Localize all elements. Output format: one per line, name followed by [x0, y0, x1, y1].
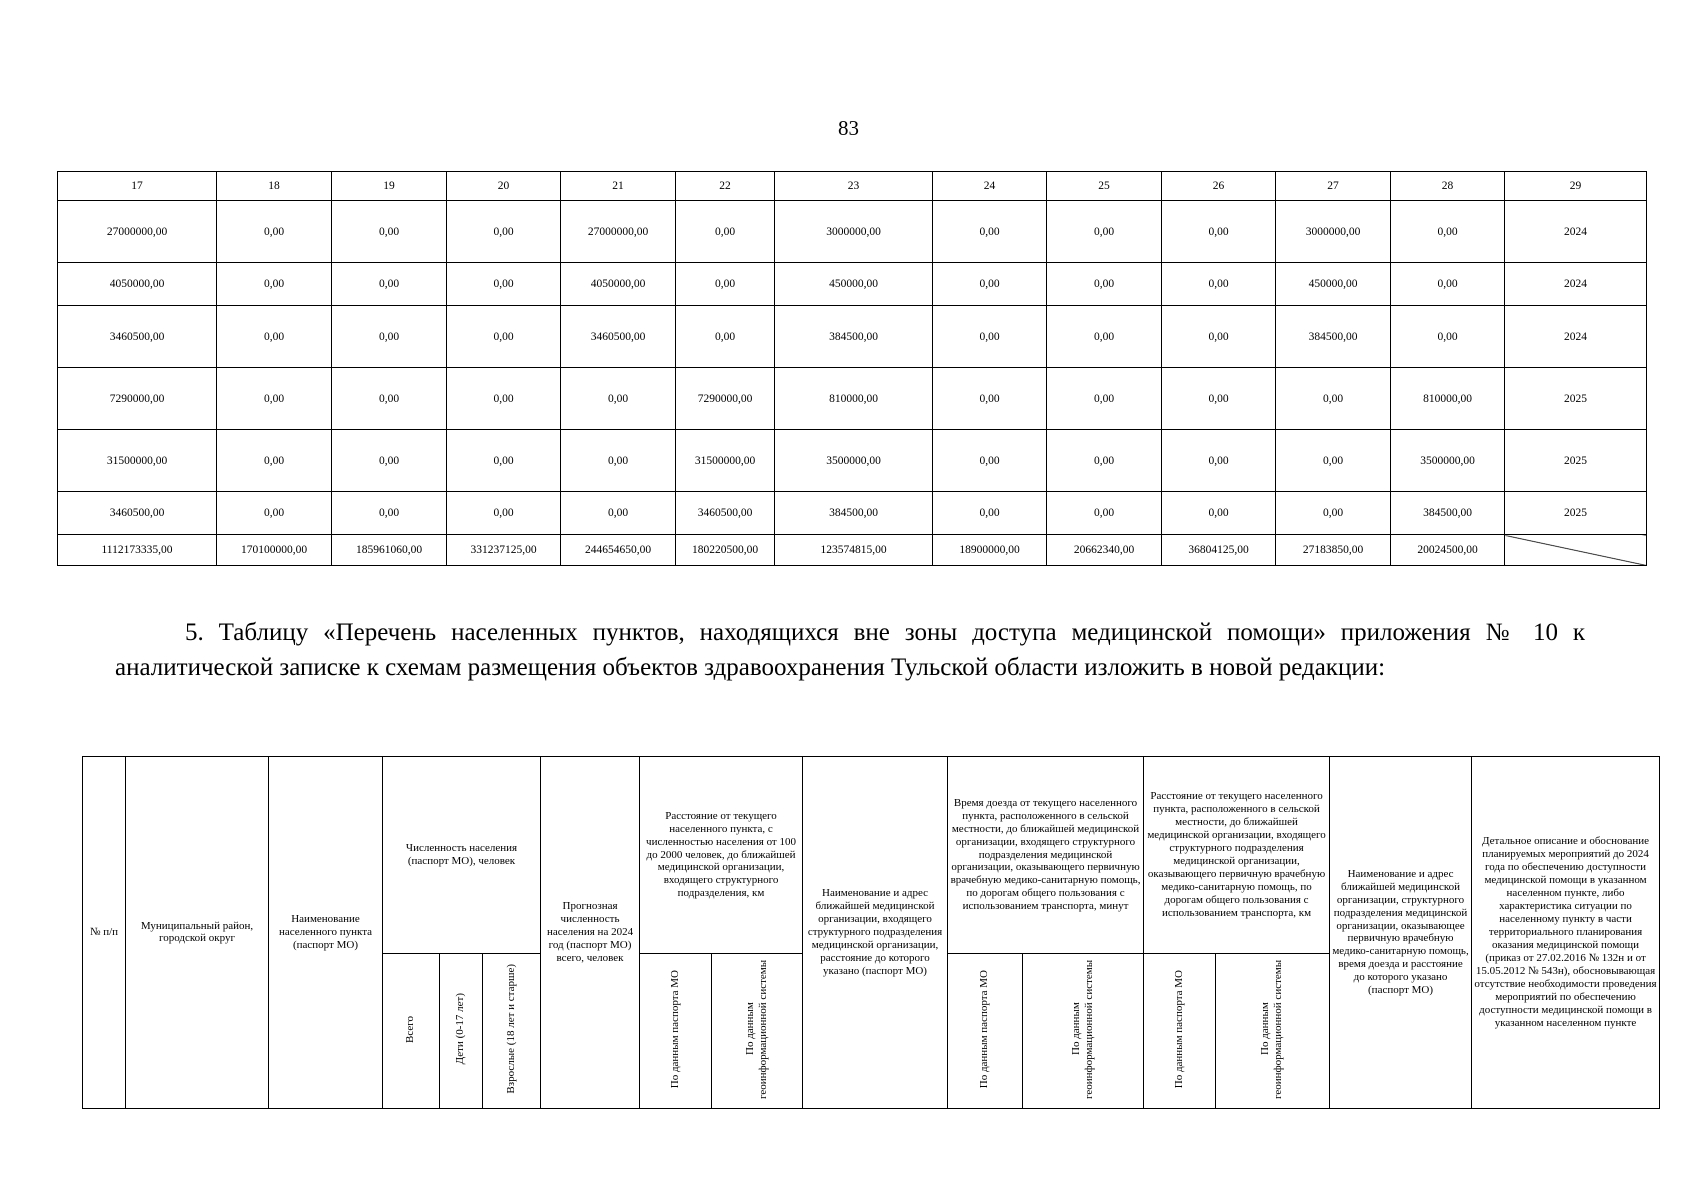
table-cell: 0,00 [1276, 368, 1391, 430]
table-cell: 3460500,00 [58, 306, 217, 368]
table-cell: 0,00 [217, 430, 332, 492]
header-number: № п/п [83, 757, 126, 1109]
table-cell: 0,00 [1162, 492, 1276, 535]
column-number: 18 [217, 172, 332, 201]
column-number: 21 [561, 172, 676, 201]
column-number: 25 [1047, 172, 1162, 201]
total-cell: 180220500,00 [676, 535, 775, 566]
total-row [58, 535, 1647, 566]
total-cell: 185961060,00 [332, 535, 447, 566]
table-cell: 0,00 [1276, 492, 1391, 535]
table-cell: 0,00 [933, 492, 1047, 535]
table-cell: 0,00 [217, 201, 332, 263]
table-cell: 384500,00 [1276, 306, 1391, 368]
header-settlement-name: Наименование населенного пункта (паспорт МО) [269, 757, 383, 1109]
total-cell: 170100000,00 [217, 535, 332, 566]
table-cell: 0,00 [933, 306, 1047, 368]
total-cell: 20662340,00 [1047, 535, 1162, 566]
header-rural-distance-by-passport: По данным паспорта МО [1144, 954, 1216, 1109]
column-number: 17 [58, 172, 217, 201]
column-number: 19 [332, 172, 447, 201]
table-cell: 3460500,00 [561, 306, 676, 368]
table-row [58, 201, 1647, 263]
empty-diagonal-cell [1505, 535, 1647, 566]
table-cell: 0,00 [1276, 430, 1391, 492]
total-cell: 18900000,00 [933, 535, 1047, 566]
header-population-adults: Взрослые (18 лет и старше) [483, 954, 541, 1109]
table-cell: 450000,00 [1276, 263, 1391, 306]
table-cell: 0,00 [1391, 263, 1505, 306]
header-nearest-organization: Наименование и адрес ближайшей медицинской организации, входящего структурного подразделения медицинской организации, расстояние до которого указано (паспорт МО) [803, 757, 948, 1109]
column-number: 27 [1276, 172, 1391, 201]
table-cell: 2025 [1505, 492, 1647, 535]
total-cell: 20024500,00 [1391, 535, 1505, 566]
table-cell: 0,00 [933, 201, 1047, 263]
table-cell: 0,00 [332, 368, 447, 430]
table-cell: 0,00 [1391, 201, 1505, 263]
header-time-by-geoinfo: По данным геоинформационной системы [1023, 954, 1144, 1109]
table-cell: 7290000,00 [58, 368, 217, 430]
table-row [58, 306, 1647, 368]
table-cell: 0,00 [447, 430, 561, 492]
table-cell: 3460500,00 [58, 492, 217, 535]
column-number: 26 [1162, 172, 1276, 201]
header-travel-time: Время доезда от текущего населенного пункта, расположенного в сельской местности, до ближайшей медицинской организации, входящего структурного подразделения медицинской организации, оказывающего первичную врачебную медико-санитарную помощь, по дорогам общего пользования с использованием транспорта, минут [948, 757, 1144, 954]
table-row [58, 263, 1647, 306]
table-cell: 0,00 [1162, 306, 1276, 368]
table-cell: 0,00 [447, 263, 561, 306]
header-nearest-primary-care: Наименование и адрес ближайшей медицинской организации, структурного подразделения медицинской организации, оказывающее первичную врачебную медико-санитарную помощь, время доезда и расстояние до которого указано (паспорт МО) [1330, 757, 1472, 1109]
header-time-by-passport: По данным паспорта МО [948, 954, 1023, 1109]
table-cell: 0,00 [676, 201, 775, 263]
table-cell: 0,00 [1162, 263, 1276, 306]
header-population: Численность населения (паспорт МО), человек [383, 757, 541, 954]
table-row [58, 368, 1647, 430]
total-cell: 244654650,00 [561, 535, 676, 566]
header-population-children: Дети (0-17 лет) [440, 954, 483, 1109]
header-distance-by-geoinfo: По данным геоинформационной системы [712, 954, 803, 1109]
table-cell: 0,00 [1047, 368, 1162, 430]
column-number: 22 [676, 172, 775, 201]
table-cell: 2024 [1505, 201, 1647, 263]
header-forecast-population: Прогнозная численность населения на 2024 год (паспорт МО) всего, человек [541, 757, 640, 1109]
table-cell: 0,00 [1047, 306, 1162, 368]
table-cell: 0,00 [676, 306, 775, 368]
total-cell: 1112173335,00 [58, 535, 217, 566]
table-cell: 384500,00 [775, 306, 933, 368]
financing-table [57, 171, 1647, 566]
table-cell: 7290000,00 [676, 368, 775, 430]
table-cell: 0,00 [332, 263, 447, 306]
table-cell: 0,00 [933, 263, 1047, 306]
table-cell: 0,00 [1047, 492, 1162, 535]
table-cell: 3500000,00 [775, 430, 933, 492]
total-cell: 36804125,00 [1162, 535, 1276, 566]
table-cell: 31500000,00 [58, 430, 217, 492]
header-measures-description: Детальное описание и обоснование планируемых мероприятий до 2024 года по обеспечению доступности медицинской помощи в указанном населенном пункте, либо характеристика ситуации по населенному пункту в части территориального планирования оказания медицинской помощи (приказ от 27.02.2016 № 132н и от 15.05.2012 № 543н), обосновывающая отсутствие необходимости проведения мероприятий по обеспечению доступности медицинской помощи в указанном населенном пункте [1472, 757, 1660, 1109]
total-cell: 331237125,00 [447, 535, 561, 566]
table-cell: 0,00 [933, 368, 1047, 430]
header-distance-100-2000: Расстояние от текущего населенного пункта, с численностью населения от 100 до 2000 человек, до ближайшей медицинской организации, входящего структурного подразделения, км [640, 757, 803, 954]
table-cell: 0,00 [447, 368, 561, 430]
table-cell: 0,00 [561, 368, 676, 430]
table-cell: 4050000,00 [58, 263, 217, 306]
table-cell: 0,00 [1047, 430, 1162, 492]
amendment-paragraph [115, 615, 1585, 685]
column-number: 28 [1391, 172, 1505, 201]
total-cell: 123574815,00 [775, 535, 933, 566]
table-cell: 0,00 [1391, 306, 1505, 368]
table-cell: 0,00 [332, 306, 447, 368]
table-cell: 384500,00 [775, 492, 933, 535]
table-cell: 0,00 [1047, 263, 1162, 306]
column-number: 24 [933, 172, 1047, 201]
header-population-total: Всего [383, 954, 440, 1109]
table-row [58, 430, 1647, 492]
table-cell: 2024 [1505, 306, 1647, 368]
table-cell: 0,00 [447, 492, 561, 535]
table-cell: 384500,00 [1391, 492, 1505, 535]
header-rural-distance-by-geoinfo: По данным геоинформационной системы [1216, 954, 1330, 1109]
table-cell: 2025 [1505, 368, 1647, 430]
table-cell: 0,00 [1162, 368, 1276, 430]
table-cell: 0,00 [933, 430, 1047, 492]
table-cell: 810000,00 [775, 368, 933, 430]
table-cell: 0,00 [332, 430, 447, 492]
header-distance-rural: Расстояние от текущего населенного пункта, расположенного в сельской местности, до ближайшей медицинской организации, входящего структурного подразделения медицинской организации, оказывающего первичную врачебную медико-санитарную помощь, по дорогам общего пользования с использованием транспорта, км [1144, 757, 1330, 954]
table-row [58, 492, 1647, 535]
table-cell: 27000000,00 [58, 201, 217, 263]
table-cell: 810000,00 [1391, 368, 1505, 430]
total-cell: 27183850,00 [1276, 535, 1391, 566]
table-cell: 0,00 [447, 201, 561, 263]
table-cell: 0,00 [561, 492, 676, 535]
header-distance-by-passport: По данным паспорта МО [640, 954, 712, 1109]
table-cell: 0,00 [217, 306, 332, 368]
table-cell: 0,00 [676, 263, 775, 306]
table-cell: 450000,00 [775, 263, 933, 306]
table-cell: 0,00 [561, 430, 676, 492]
table-cell: 0,00 [217, 492, 332, 535]
column-number: 23 [775, 172, 933, 201]
table-cell: 3460500,00 [676, 492, 775, 535]
table-cell: 3500000,00 [1391, 430, 1505, 492]
header-municipal-district: Муниципальный район, городской округ [126, 757, 269, 1109]
table-cell: 2024 [1505, 263, 1647, 306]
page-number: 83 [838, 116, 859, 140]
table-cell: 3000000,00 [775, 201, 933, 263]
table-cell: 0,00 [332, 201, 447, 263]
table-cell: 0,00 [217, 368, 332, 430]
table-cell: 0,00 [1162, 430, 1276, 492]
table-cell: 0,00 [1162, 201, 1276, 263]
column-number-row [58, 172, 1647, 201]
column-number: 29 [1505, 172, 1647, 201]
table-cell: 0,00 [1047, 201, 1162, 263]
amendment-text: 5. Таблицу «Перечень населенных пунктов, находящихся вне зоны доступа медицинской помощи» приложения № 10 к аналитической записке к схемам размещения объектов здравоохранения Тульской области изложить в новой редакции: [115, 619, 1585, 681]
table-cell: 4050000,00 [561, 263, 676, 306]
table-cell: 0,00 [217, 263, 332, 306]
table-cell: 3000000,00 [1276, 201, 1391, 263]
table-cell: 0,00 [447, 306, 561, 368]
settlements-table-header [82, 756, 1660, 1109]
table-cell: 31500000,00 [676, 430, 775, 492]
column-number: 20 [447, 172, 561, 201]
table-cell: 2025 [1505, 430, 1647, 492]
table-cell: 0,00 [332, 492, 447, 535]
table-cell: 27000000,00 [561, 201, 676, 263]
